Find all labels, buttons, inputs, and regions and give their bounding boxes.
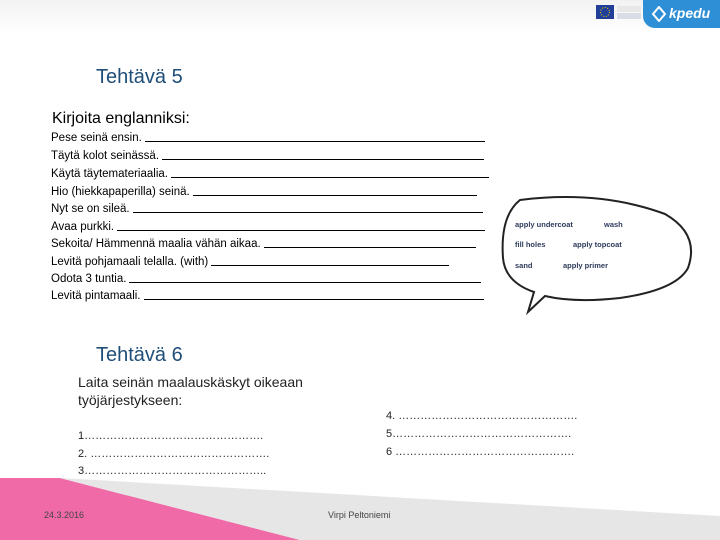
exercise-line-text: Pese seinä ensin. — [51, 132, 142, 144]
order-slot[interactable]: 6 …………………………………………. — [386, 446, 575, 458]
order-slot[interactable]: 3………………………………………….. — [78, 465, 267, 477]
order-slot[interactable]: 1…………………………………………. — [78, 430, 264, 442]
exercise-line-text: Nyt se on sileä. — [51, 203, 130, 215]
footer-band — [0, 478, 720, 540]
word-bank-item: fill holes — [515, 240, 546, 249]
exercise-line-text: Odota 3 tuntia. — [51, 273, 127, 285]
exercise-line-text: Sekoita/ Hämmennä maalia vähän aikaa. — [51, 238, 261, 250]
word-bank-item: apply undercoat — [515, 220, 573, 229]
word-bank-item: wash — [604, 220, 623, 229]
task6-instruction: Laita seinän maalauskäskyt oikeaan työjärjestykseen: — [78, 374, 303, 408]
word-bank-item: apply topcoat — [573, 240, 622, 249]
exercise-line-text: Käytä täytemateriaalia. — [51, 168, 168, 180]
kpedu-logo-text: kpedu — [669, 5, 711, 21]
word-bank-item: sand — [515, 261, 533, 270]
task6-title: Tehtävä 6 — [96, 344, 183, 366]
exercise-line-text: Avaa purkki. — [51, 221, 115, 233]
footer-date: 24.3.2016 — [44, 510, 85, 520]
exercise-line-text: Levitä pohjamaali telalla. (with) — [51, 256, 209, 268]
order-slot[interactable]: 4. …………………………………………. — [386, 410, 578, 422]
exercise-line-text: Levitä pintamaali. — [51, 290, 141, 302]
task5-title: Tehtävä 5 — [96, 66, 183, 88]
task5-instruction: Kirjoita englanniksi: — [52, 110, 190, 127]
order-slot[interactable]: 5…………………………………………. — [386, 428, 572, 440]
word-bank-item: apply primer — [563, 261, 609, 270]
footer-author: Virpi Peltoniemi — [328, 510, 391, 520]
exercise-line-text: Täytä kolot seinässä. — [51, 150, 160, 162]
exercise-line-text: Hio (hiekkapaperilla) seinä. — [51, 186, 190, 198]
order-slot[interactable]: 2. …………………………………………. — [78, 448, 270, 460]
